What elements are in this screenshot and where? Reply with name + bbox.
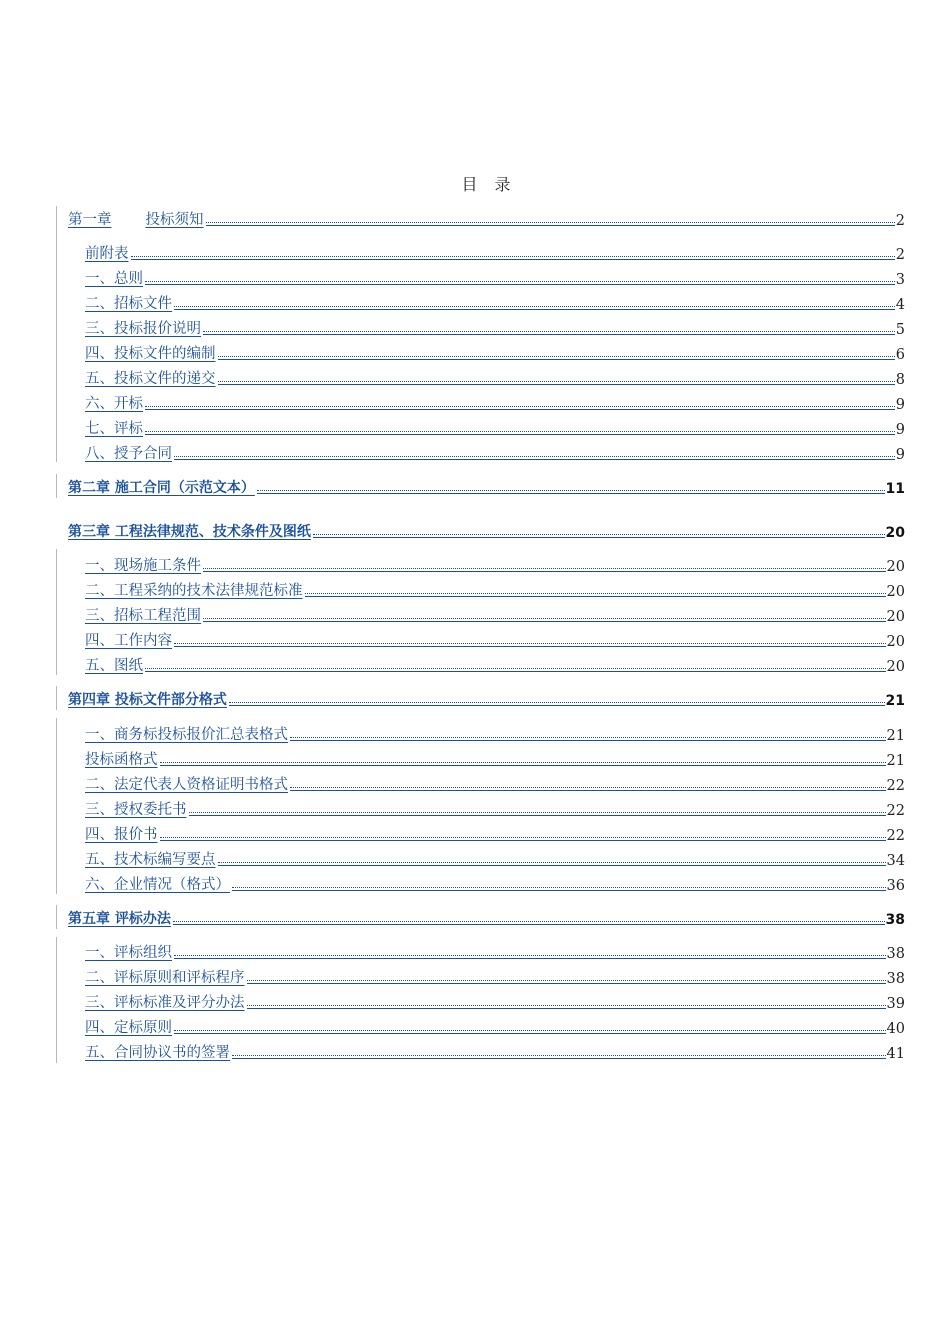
toc-chapter-2[interactable] (68, 475, 905, 497)
toc-entry-label: 二、招标文件 (85, 296, 172, 312)
toc-page-number: 9 (895, 422, 905, 438)
toc-page-number: 9 (895, 397, 905, 413)
toc-item[interactable] (85, 1040, 905, 1062)
toc-leader (189, 812, 886, 813)
toc-chapter-1[interactable] (68, 207, 905, 229)
toc-entry-label: 第二章 施工合同（示范文本） (68, 480, 255, 496)
toc-item[interactable] (85, 341, 905, 363)
toc-leader (145, 668, 886, 669)
toc-leader (203, 568, 886, 569)
toc-item[interactable] (85, 441, 905, 463)
toc-entry-label: 二、法定代表人资格证明书格式 (85, 777, 288, 793)
toc-item[interactable] (85, 965, 905, 987)
toc-entry-label: 四、工作内容 (85, 633, 172, 649)
toc-page-number: 40 (886, 1021, 905, 1037)
toc-entry-label: 六、企业情况（格式） (85, 877, 230, 893)
toc-item[interactable] (85, 797, 905, 819)
toc-item[interactable] (85, 291, 905, 313)
toc-item[interactable] (85, 391, 905, 413)
toc-leader (247, 1005, 886, 1006)
toc-item[interactable] (85, 416, 905, 438)
toc-page-number: 2 (895, 213, 905, 229)
toc-leader (203, 618, 886, 619)
toc-group-chapter-4 (56, 686, 57, 710)
toc-page-number: 5 (895, 322, 905, 338)
toc-page-number: 6 (895, 347, 905, 363)
toc-page-number: 11 (885, 481, 905, 497)
toc-page-number: 2 (895, 247, 905, 263)
toc-entry-label: 三、评标标准及评分办法 (85, 995, 245, 1011)
toc-page-number: 36 (886, 878, 905, 894)
toc-leader (206, 222, 895, 223)
toc-page-number: 21 (885, 693, 905, 709)
toc-chapter-3[interactable] (68, 519, 905, 541)
toc-page-number: 22 (886, 828, 905, 844)
toc-leader (218, 356, 895, 357)
toc-entry-label: 投标函格式 (85, 752, 158, 768)
toc-entry-label: 三、投标报价说明 (85, 321, 201, 337)
toc-entry-label: 二、工程采纳的技术法律规范标准 (85, 583, 303, 599)
toc-entry-label: 五、技术标编写要点 (85, 852, 216, 868)
toc-page-number: 38 (886, 971, 905, 987)
toc-leader (232, 1055, 886, 1056)
toc-item[interactable] (85, 1015, 905, 1037)
toc-item[interactable] (85, 241, 905, 263)
toc-group-chapter-1 (56, 206, 57, 462)
toc-leader (160, 762, 886, 763)
toc-entry-label: 四、投标文件的编制 (85, 346, 216, 362)
toc-leader (174, 456, 895, 457)
toc-page-number: 20 (886, 634, 905, 650)
toc-item[interactable] (85, 603, 905, 625)
toc-group-chapter-5 (56, 905, 57, 929)
toc-leader (305, 593, 886, 594)
toc-entry-label: 四、报价书 (85, 827, 158, 843)
toc-page-number: 20 (886, 559, 905, 575)
toc-entry-label: 一、现场施工条件 (85, 558, 201, 574)
toc-entry-label: 三、授权委托书 (85, 802, 187, 818)
toc-page-number: 20 (886, 659, 905, 675)
toc-entry-label: 一、评标组织 (85, 945, 172, 961)
toc-leader (290, 787, 886, 788)
toc-leader (218, 381, 895, 382)
toc-item[interactable] (85, 822, 905, 844)
toc-leader (145, 431, 895, 432)
toc-leader (313, 534, 885, 535)
toc-leader (174, 643, 886, 644)
toc-leader (145, 406, 895, 407)
toc-leader (229, 702, 885, 703)
toc-item[interactable] (85, 747, 905, 769)
toc-entry-label: 一、总则 (85, 271, 143, 287)
toc-page-number: 8 (895, 372, 905, 388)
toc-page-number: 20 (885, 525, 905, 541)
toc-page-number: 4 (895, 297, 905, 313)
toc-leader (173, 921, 885, 922)
toc-entry-label: 七、评标 (85, 421, 143, 437)
toc-entry-label: 五、合同协议书的签署 (85, 1045, 230, 1061)
toc-page-number: 38 (885, 912, 905, 928)
toc-leader (257, 490, 885, 491)
toc-entry-label: 第一章 投标须知 (68, 212, 204, 228)
toc-page-number: 34 (886, 853, 905, 869)
toc-page-number: 38 (886, 946, 905, 962)
toc-leader (174, 1030, 886, 1031)
toc-item[interactable] (85, 366, 905, 388)
toc-entry-label: 第五章 评标办法 (68, 911, 171, 927)
toc-entry-label: 第三章 工程法律规范、技术条件及图纸 (68, 524, 311, 540)
toc-entry-label: 一、商务标投标报价汇总表格式 (85, 727, 288, 743)
toc-page-number: 21 (886, 728, 905, 744)
toc-leader (145, 281, 895, 282)
toc-group-chapter-4-items (56, 718, 57, 894)
toc-entry-label: 前附表 (85, 246, 129, 262)
toc-item[interactable] (85, 628, 905, 650)
toc-leader (290, 737, 886, 738)
toc-group-chapter-2 (56, 474, 57, 498)
toc-item[interactable] (85, 316, 905, 338)
toc-entry-label: 五、投标文件的递交 (85, 371, 216, 387)
toc-leader (131, 256, 895, 257)
page-title: 目 录 (461, 175, 517, 194)
toc-item[interactable] (85, 872, 905, 894)
toc-group-chapter-3 (56, 549, 57, 675)
toc-item[interactable] (85, 578, 905, 600)
toc-item[interactable] (85, 653, 905, 675)
toc-page-number: 22 (886, 803, 905, 819)
toc-page-number: 9 (895, 447, 905, 463)
toc-leader (232, 887, 886, 888)
toc-item[interactable] (85, 553, 905, 575)
toc-leader (174, 955, 886, 956)
toc-leader (247, 980, 886, 981)
toc-page-number: 39 (886, 996, 905, 1012)
toc-item[interactable] (85, 847, 905, 869)
toc-leader (218, 862, 886, 863)
toc-item[interactable] (85, 990, 905, 1012)
toc-leader (160, 837, 886, 838)
toc-entry-label: 四、定标原则 (85, 1020, 172, 1036)
toc-group-chapter-5-items (56, 937, 57, 1063)
toc-item[interactable] (85, 940, 905, 962)
toc-entry-label: 三、招标工程范围 (85, 608, 201, 624)
toc-item[interactable] (85, 266, 905, 288)
toc-chapter-4[interactable] (68, 687, 905, 709)
toc-entry-label: 第四章 投标文件部分格式 (68, 692, 227, 708)
toc-leader (174, 306, 895, 307)
toc-page-number: 20 (886, 609, 905, 625)
toc-entry-label: 六、开标 (85, 396, 143, 412)
toc-entry-label: 二、评标原则和评标程序 (85, 970, 245, 986)
toc-page-number: 22 (886, 778, 905, 794)
toc-item[interactable] (85, 772, 905, 794)
toc-entry-label: 五、图纸 (85, 658, 143, 674)
toc-page-number: 41 (886, 1046, 905, 1062)
toc-page-number: 20 (886, 584, 905, 600)
toc-page-number: 21 (886, 753, 905, 769)
toc-leader (203, 331, 895, 332)
toc-chapter-5[interactable] (68, 906, 905, 928)
toc-entry-label: 八、授予合同 (85, 446, 172, 462)
toc-item[interactable] (85, 722, 905, 744)
toc-page-number: 3 (895, 272, 905, 288)
